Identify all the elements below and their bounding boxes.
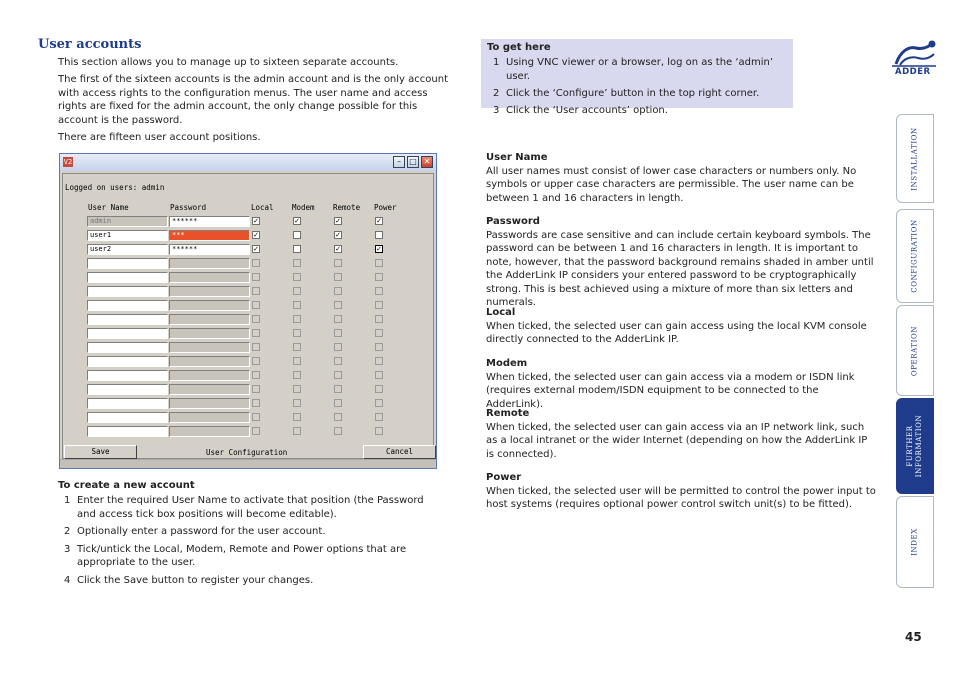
power-checkbox — [375, 399, 383, 407]
tab-installation[interactable]: INSTALLATION — [896, 114, 934, 203]
field-user-name — [486, 151, 876, 205]
get-here-step: 2 Click the ‘Configure’ button in the top right corner. — [493, 87, 760, 99]
get-here-step: 1 Using VNC viewer or a browser, log on as the ‘admin’ user. — [493, 57, 774, 82]
header-modem: Modem — [292, 203, 315, 212]
vnc-app-icon: V2 — [63, 158, 73, 166]
local-checkbox — [252, 413, 260, 421]
password-field — [169, 342, 250, 353]
horizontal-scrollbar[interactable] — [60, 459, 436, 468]
user-name-field[interactable] — [87, 356, 168, 367]
field-heading: Modem — [486, 358, 528, 369]
window-title-bar — [60, 154, 436, 171]
local-checkbox[interactable]: ✓ — [253, 245, 259, 253]
minimize-icon[interactable]: – — [393, 156, 405, 168]
password-field — [169, 258, 250, 269]
password-field — [169, 286, 250, 297]
create-step: 1 Enter the required User Name to activate that position (the Password and access tick box positions will become editable). — [64, 495, 424, 520]
local-checkbox — [252, 287, 260, 295]
to-get-here-box — [481, 39, 793, 116]
modem-checkbox — [293, 399, 301, 407]
user-name-field[interactable] — [87, 314, 168, 325]
modem-checkbox — [293, 301, 301, 309]
field-modem — [486, 357, 876, 411]
power-checkbox — [375, 385, 383, 393]
modem-checkbox — [293, 413, 301, 421]
local-checkbox — [252, 385, 260, 393]
power-checkbox — [375, 259, 383, 267]
password-field — [169, 370, 250, 381]
remote-checkbox — [334, 399, 342, 407]
modem-checkbox[interactable] — [293, 231, 301, 239]
local-checkbox — [252, 273, 260, 281]
intro-paragraph-3: There are fifteen user account positions. — [58, 132, 261, 143]
tab-configuration[interactable]: CONFIGURATION — [896, 209, 934, 303]
field-text: When ticked, the selected user can gain access via an IP network link, such as a local intranet or the wider Internet (depending on how the AdderLink IP is connected). — [486, 421, 868, 460]
remote-checkbox — [334, 427, 342, 435]
create-account-steps — [58, 494, 443, 591]
user-name-field[interactable] — [87, 412, 168, 423]
local-checkbox — [252, 329, 260, 337]
modem-checkbox — [293, 371, 301, 379]
password-field — [169, 328, 250, 339]
field-power — [486, 471, 876, 512]
remote-checkbox[interactable]: ✓ — [335, 231, 341, 239]
tab-further-information[interactable]: FURTHER INFORMATION — [896, 398, 934, 494]
local-checkbox — [252, 315, 260, 323]
local-checkbox — [252, 357, 260, 365]
header-password: Password — [170, 203, 207, 212]
close-icon[interactable]: ✕ — [421, 156, 433, 168]
user-name-field[interactable]: user1 — [87, 230, 168, 241]
remote-checkbox: ✓ — [335, 217, 341, 225]
local-checkbox — [252, 259, 260, 267]
save-button[interactable]: Save — [64, 445, 137, 459]
local-checkbox — [252, 399, 260, 407]
power-checkbox — [375, 329, 383, 337]
password-field — [169, 356, 250, 367]
remote-checkbox[interactable]: ✓ — [335, 245, 341, 253]
remote-checkbox — [334, 287, 342, 295]
create-step: 2 Optionally enter a password for the user account. — [64, 526, 326, 537]
field-text: When ticked, the selected user can gain access via a modem or ISDN link (requires external modem/ISDN equipment to be connected to the AdderLink). — [486, 371, 855, 410]
remote-checkbox — [334, 273, 342, 281]
tab-index[interactable]: INDEX — [896, 496, 934, 588]
power-checkbox — [375, 287, 383, 295]
modem-checkbox — [293, 427, 301, 435]
user-name-field: admin — [87, 216, 168, 227]
adder-logo-text: ADDER — [895, 67, 931, 77]
power-checkbox — [375, 427, 383, 435]
modem-checkbox — [293, 273, 301, 281]
user-accounts-window — [59, 153, 437, 469]
user-name-field[interactable] — [87, 328, 168, 339]
header-local: Local — [251, 203, 274, 212]
field-heading: Remote — [486, 408, 530, 419]
modem-checkbox — [293, 287, 301, 295]
field-text: All user names must consist of lower case characters or numbers only. No symbols or upper case characters are permissible. The user name can be between 1 and 16 characters in length. — [486, 165, 857, 204]
user-name-field[interactable] — [87, 342, 168, 353]
power-checkbox — [375, 315, 383, 323]
power-checkbox[interactable] — [375, 231, 383, 239]
password-field[interactable]: ****** — [169, 244, 250, 255]
header-power: Power — [374, 203, 397, 212]
power-checkbox — [375, 343, 383, 351]
modem-checkbox[interactable] — [293, 245, 301, 253]
remote-checkbox — [334, 329, 342, 337]
field-heading: Password — [486, 216, 540, 227]
password-field — [169, 384, 250, 395]
power-checkbox — [375, 357, 383, 365]
password-field[interactable]: *** — [169, 230, 250, 241]
user-name-field[interactable]: user2 — [87, 244, 168, 255]
remote-checkbox — [334, 259, 342, 267]
header-user-name: User Name — [88, 203, 129, 212]
modem-checkbox — [293, 315, 301, 323]
modem-checkbox — [293, 329, 301, 337]
password-field — [169, 426, 250, 437]
modem-checkbox — [293, 343, 301, 351]
password-field — [169, 398, 250, 409]
remote-checkbox — [334, 385, 342, 393]
field-heading: Local — [486, 307, 516, 318]
power-checkbox — [375, 371, 383, 379]
adder-logo — [890, 38, 938, 78]
user-name-field[interactable] — [87, 258, 168, 269]
local-checkbox: ✓ — [253, 217, 259, 225]
power-checkbox[interactable]: ✓ — [376, 245, 382, 253]
password-field — [169, 272, 250, 283]
modem-checkbox — [293, 357, 301, 365]
local-checkbox — [252, 371, 260, 379]
password-field — [169, 412, 250, 423]
user-name-field[interactable] — [87, 300, 168, 311]
create-account-heading: To create a new account — [58, 480, 195, 491]
field-heading: User Name — [486, 152, 548, 163]
to-get-here-steps — [487, 56, 791, 121]
field-local — [486, 306, 876, 347]
power-checkbox: ✓ — [376, 217, 382, 225]
local-checkbox[interactable]: ✓ — [253, 231, 259, 239]
page-number: 45 — [905, 630, 922, 644]
field-text: When ticked, the selected user can gain access using the local KVM console directly connected to the AdderLink IP. — [486, 320, 867, 345]
header-remote: Remote — [333, 203, 361, 212]
maximize-icon[interactable]: □ — [407, 156, 419, 168]
field-remote — [486, 407, 876, 461]
user-name-field[interactable] — [87, 272, 168, 283]
user-name-field[interactable] — [87, 286, 168, 297]
remote-checkbox — [334, 357, 342, 365]
remote-checkbox — [334, 343, 342, 351]
local-checkbox — [252, 301, 260, 309]
local-checkbox — [252, 427, 260, 435]
user-name-field[interactable] — [87, 384, 168, 395]
field-heading: Power — [486, 472, 522, 483]
power-checkbox — [375, 301, 383, 309]
tab-operation[interactable]: OPERATION — [896, 305, 934, 396]
intro-paragraph-2: The first of the sixteen accounts is the admin account and is the only account with access rights to the configuration menus. The user name and access rights are fixed for the admin account, the only change possible for this account is the password. — [58, 74, 448, 126]
get-here-step: 3 Click the ‘User accounts’ option. — [493, 104, 668, 116]
modem-checkbox — [293, 385, 301, 393]
password-field — [169, 314, 250, 325]
field-text: Passwords are case sensitive and can include certain keyboard symbols. The password can be between 1 and 16 characters in length. It is important to note, however, that the password background remains shaded in amber until the AdderLink IP considers your entered password to be cryptographically strong. This is best achieved using a mixture of more than six letters and numerals. — [486, 229, 874, 308]
logged-on-users: Logged on users: admin — [65, 183, 165, 192]
create-step: 3 Tick/untick the Local, Modem, Remote and Power options that are appropriate to the user. — [64, 543, 407, 568]
remote-checkbox — [334, 413, 342, 421]
section-title: User accounts — [38, 37, 142, 52]
local-checkbox — [252, 343, 260, 351]
modem-checkbox: ✓ — [294, 217, 300, 225]
user-name-field[interactable] — [87, 398, 168, 409]
user-configuration-label: User Configuration — [206, 448, 288, 457]
remote-checkbox — [334, 315, 342, 323]
cancel-button[interactable]: Cancel — [363, 445, 436, 459]
field-text: When ticked, the selected user will be permitted to control the power input to host systems (requires optional power control switch unit(s) to be fitted). — [486, 485, 876, 510]
modem-checkbox — [293, 259, 301, 267]
remote-checkbox — [334, 371, 342, 379]
intro-paragraph-1: This section allows you to manage up to sixteen separate accounts. — [58, 57, 399, 68]
window-content — [62, 173, 434, 459]
field-password — [486, 215, 876, 310]
password-field — [169, 300, 250, 311]
user-name-field[interactable] — [87, 370, 168, 381]
user-name-field[interactable] — [87, 426, 168, 437]
power-checkbox — [375, 273, 383, 281]
password-field[interactable]: ****** — [169, 216, 250, 227]
power-checkbox — [375, 413, 383, 421]
adder-snake-icon — [890, 38, 938, 68]
create-step: 4 Click the Save button to register your changes. — [64, 574, 314, 586]
remote-checkbox — [334, 301, 342, 309]
to-get-here-heading: To get here — [487, 42, 551, 53]
